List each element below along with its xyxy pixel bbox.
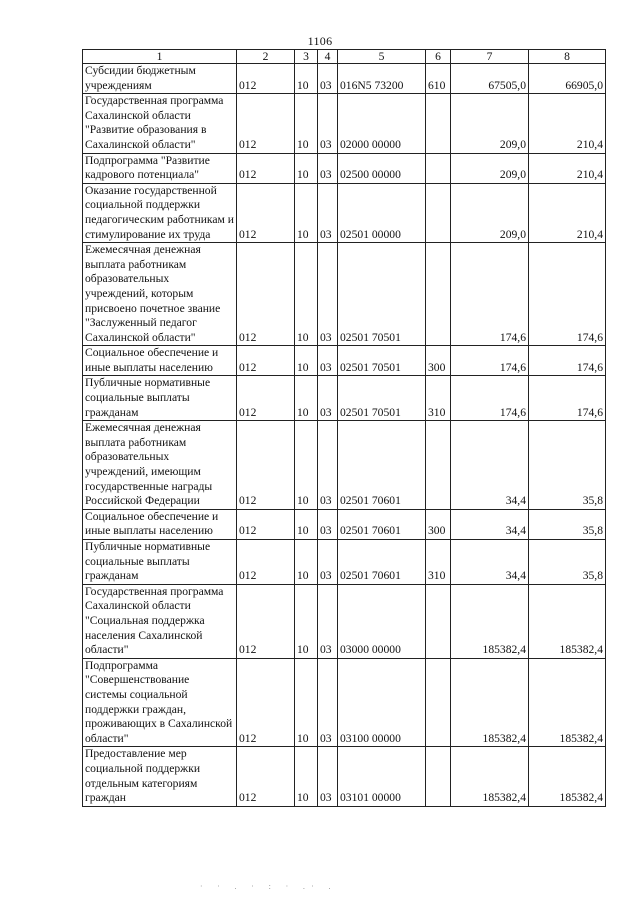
cell-target-article-code: 02501 00000 <box>338 183 426 242</box>
cell-subsection-code: 03 <box>318 747 338 806</box>
scan-noise-decoration: · · . · : · .· . <box>200 882 337 891</box>
cell-amount-year-1: 34,4 <box>451 540 529 585</box>
cell-expense-type-code <box>426 421 451 510</box>
cell-subsection-code: 03 <box>318 346 338 376</box>
table-row <box>83 540 606 585</box>
cell-expense-type-code <box>426 183 451 242</box>
cell-expense-type-code <box>426 584 451 658</box>
page-number: 1106 <box>307 34 333 48</box>
cell-ministry-code: 012 <box>237 658 295 747</box>
cell-expense-type-code <box>426 94 451 153</box>
cell-ministry-code: 012 <box>237 243 295 346</box>
cell-expense-type-code: 300 <box>426 346 451 376</box>
table-row <box>83 64 606 94</box>
cell-amount-year-2: 210,4 <box>529 183 606 242</box>
cell-subsection-code: 03 <box>318 243 338 346</box>
cell-section-code: 10 <box>295 376 318 421</box>
cell-amount-year-2: 174,6 <box>529 376 606 421</box>
cell-item-name: Оказание государственной социальной поддержки педагогическим работникам и стимулирование их труда <box>83 183 237 242</box>
cell-ministry-code: 012 <box>237 346 295 376</box>
header-col-3: 3 <box>295 50 318 64</box>
cell-amount-year-1: 209,0 <box>451 153 529 183</box>
cell-expense-type-code <box>426 153 451 183</box>
cell-amount-year-2: 185382,4 <box>529 584 606 658</box>
cell-section-code: 10 <box>295 346 318 376</box>
cell-subsection-code: 03 <box>318 94 338 153</box>
cell-amount-year-2: 66905,0 <box>529 64 606 94</box>
cell-item-name: Предоставление мер социальной поддержки отдельным категориям граждан <box>83 747 237 806</box>
cell-expense-type-code <box>426 658 451 747</box>
table-row <box>83 376 606 421</box>
cell-expense-type-code <box>426 747 451 806</box>
table-row <box>83 584 606 658</box>
cell-subsection-code: 03 <box>318 540 338 585</box>
table-row <box>83 658 606 747</box>
cell-ministry-code: 012 <box>237 94 295 153</box>
cell-section-code: 10 <box>295 94 318 153</box>
cell-item-name: Социальное обеспечение и иные выплаты населению <box>83 509 237 539</box>
cell-ministry-code: 012 <box>237 421 295 510</box>
cell-item-name: Публичные нормативные социальные выплаты гражданам <box>83 540 237 585</box>
cell-amount-year-1: 185382,4 <box>451 747 529 806</box>
cell-target-article-code: 03101 00000 <box>338 747 426 806</box>
cell-ministry-code: 012 <box>237 540 295 585</box>
cell-ministry-code: 012 <box>237 509 295 539</box>
table-row <box>83 153 606 183</box>
table-row <box>83 509 606 539</box>
cell-item-name: Государственная программа Сахалинской области "Социальная поддержка населения Сахалинской области" <box>83 584 237 658</box>
cell-item-name: Публичные нормативные социальные выплаты гражданам <box>83 376 237 421</box>
table-row <box>83 747 606 806</box>
header-col-5: 5 <box>338 50 426 64</box>
cell-ministry-code: 012 <box>237 183 295 242</box>
cell-item-name: Государственная программа Сахалинской области "Развитие образования в Сахалинской области" <box>83 94 237 153</box>
cell-subsection-code: 03 <box>318 658 338 747</box>
cell-amount-year-1: 209,0 <box>451 183 529 242</box>
cell-subsection-code: 03 <box>318 153 338 183</box>
cell-amount-year-1: 67505,0 <box>451 64 529 94</box>
cell-subsection-code: 03 <box>318 509 338 539</box>
cell-section-code: 10 <box>295 243 318 346</box>
cell-target-article-code: 016N5 73200 <box>338 64 426 94</box>
cell-item-name: Социальное обеспечение и иные выплаты населению <box>83 346 237 376</box>
cell-item-name: Субсидии бюджетным учреждениям <box>83 64 237 94</box>
cell-amount-year-2: 35,8 <box>529 540 606 585</box>
cell-ministry-code: 012 <box>237 153 295 183</box>
cell-subsection-code: 03 <box>318 421 338 510</box>
cell-amount-year-1: 185382,4 <box>451 658 529 747</box>
cell-section-code: 10 <box>295 747 318 806</box>
cell-target-article-code: 02501 70501 <box>338 376 426 421</box>
cell-expense-type-code <box>426 243 451 346</box>
cell-amount-year-2: 174,6 <box>529 243 606 346</box>
table-header-row <box>83 50 606 64</box>
cell-target-article-code: 02501 70601 <box>338 421 426 510</box>
cell-section-code: 10 <box>295 153 318 183</box>
cell-section-code: 10 <box>295 509 318 539</box>
cell-target-article-code: 02500 00000 <box>338 153 426 183</box>
cell-target-article-code: 02000 00000 <box>338 94 426 153</box>
header-col-8: 8 <box>529 50 606 64</box>
cell-ministry-code: 012 <box>237 64 295 94</box>
cell-section-code: 10 <box>295 540 318 585</box>
cell-target-article-code: 02501 70601 <box>338 540 426 585</box>
cell-section-code: 10 <box>295 64 318 94</box>
table-row <box>83 346 606 376</box>
header-col-4: 4 <box>318 50 338 64</box>
cell-target-article-code: 02501 70501 <box>338 346 426 376</box>
cell-section-code: 10 <box>295 584 318 658</box>
cell-section-code: 10 <box>295 183 318 242</box>
cell-section-code: 10 <box>295 658 318 747</box>
cell-target-article-code: 03100 00000 <box>338 658 426 747</box>
cell-amount-year-1: 174,6 <box>451 243 529 346</box>
header-col-2: 2 <box>237 50 295 64</box>
cell-amount-year-2: 35,8 <box>529 509 606 539</box>
cell-subsection-code: 03 <box>318 183 338 242</box>
cell-amount-year-2: 185382,4 <box>529 658 606 747</box>
cell-section-code: 10 <box>295 421 318 510</box>
table-row <box>83 421 606 510</box>
cell-amount-year-1: 174,6 <box>451 346 529 376</box>
cell-subsection-code: 03 <box>318 64 338 94</box>
cell-ministry-code: 012 <box>237 747 295 806</box>
cell-subsection-code: 03 <box>318 376 338 421</box>
cell-ministry-code: 012 <box>237 376 295 421</box>
cell-item-name: Подпрограмма "Совершенствование системы социальной поддержки граждан, проживающих в Сахалинской области" <box>83 658 237 747</box>
cell-amount-year-1: 174,6 <box>451 376 529 421</box>
cell-target-article-code: 02501 70501 <box>338 243 426 346</box>
cell-amount-year-1: 209,0 <box>451 94 529 153</box>
table-body <box>83 64 606 807</box>
table-row <box>83 94 606 153</box>
budget-table <box>82 49 606 807</box>
cell-amount-year-2: 35,8 <box>529 421 606 510</box>
cell-amount-year-2: 210,4 <box>529 153 606 183</box>
header-col-1: 1 <box>83 50 237 64</box>
cell-amount-year-2: 174,6 <box>529 346 606 376</box>
cell-expense-type-code: 610 <box>426 64 451 94</box>
header-col-6: 6 <box>426 50 451 64</box>
table-row <box>83 243 606 346</box>
table-row <box>83 183 606 242</box>
cell-amount-year-1: 185382,4 <box>451 584 529 658</box>
cell-amount-year-1: 34,4 <box>451 509 529 539</box>
cell-target-article-code: 02501 70601 <box>338 509 426 539</box>
cell-ministry-code: 012 <box>237 584 295 658</box>
cell-amount-year-2: 185382,4 <box>529 747 606 806</box>
cell-amount-year-1: 34,4 <box>451 421 529 510</box>
cell-subsection-code: 03 <box>318 584 338 658</box>
cell-item-name: Ежемесячная денежная выплата работникам образовательных учреждений, которым присвоено почетное звание "Заслуженный педагог Сахалинской области" <box>83 243 237 346</box>
cell-target-article-code: 03000 00000 <box>338 584 426 658</box>
cell-item-name: Ежемесячная денежная выплата работникам образовательных учреждений, имеющим государственные награды Российской Федерации <box>83 421 237 510</box>
cell-item-name: Подпрограмма "Развитие кадрового потенциала" <box>83 153 237 183</box>
cell-expense-type-code: 310 <box>426 376 451 421</box>
header-col-7: 7 <box>451 50 529 64</box>
cell-amount-year-2: 210,4 <box>529 94 606 153</box>
cell-expense-type-code: 310 <box>426 540 451 585</box>
cell-expense-type-code: 300 <box>426 509 451 539</box>
